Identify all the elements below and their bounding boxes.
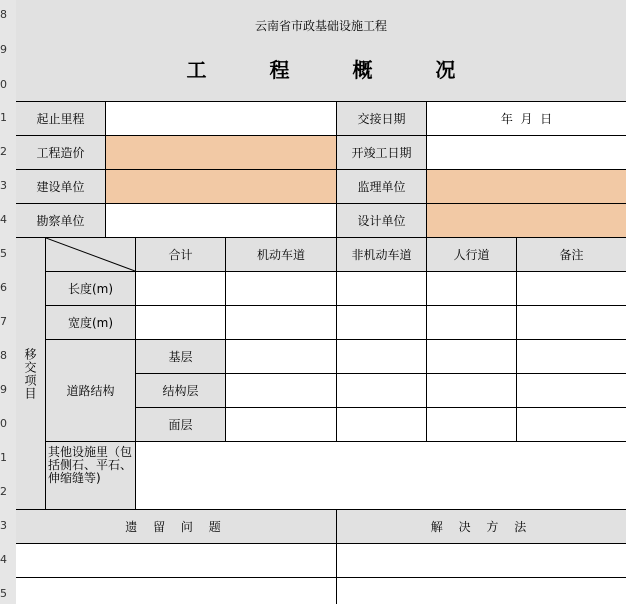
row-number[interactable]: 0: [0, 78, 7, 91]
structure-remarks-cell[interactable]: [517, 374, 626, 408]
row-number[interactable]: 4: [0, 213, 7, 226]
row-number[interactable]: 7: [0, 315, 7, 328]
remaining-issues-cell[interactable]: [16, 578, 337, 604]
solutions-cell[interactable]: [337, 544, 626, 578]
base-layer-label[interactable]: 基层: [136, 340, 226, 374]
width-remarks-cell[interactable]: [517, 306, 626, 340]
row-number[interactable]: 1: [0, 451, 7, 464]
base-nonmotor-cell[interactable]: [337, 340, 427, 374]
length-motor-cell[interactable]: [226, 272, 337, 306]
start-complete-date-value[interactable]: [427, 136, 626, 170]
row-number[interactable]: 0: [0, 417, 7, 430]
row-number[interactable]: 6: [0, 281, 7, 294]
col-header-remarks[interactable]: 备注: [517, 238, 626, 272]
length-sidewalk-cell[interactable]: [427, 272, 517, 306]
col-header-motor-lane[interactable]: 机动车道: [226, 238, 337, 272]
width-sidewalk-cell[interactable]: [427, 306, 517, 340]
length-nonmotor-cell[interactable]: [337, 272, 427, 306]
other-facilities-value[interactable]: [136, 442, 626, 510]
handover-items-label[interactable]: 移交项目: [16, 238, 46, 510]
structure-layer-label[interactable]: 结构层: [136, 374, 226, 408]
row-number[interactable]: 5: [0, 247, 7, 260]
supervision-unit-label[interactable]: 监理单位: [337, 170, 427, 204]
col-header-sidewalk[interactable]: 人行道: [427, 238, 517, 272]
structure-nonmotor-cell[interactable]: [337, 374, 427, 408]
row-number[interactable]: 9: [0, 43, 7, 56]
survey-unit-value[interactable]: [106, 204, 337, 238]
remaining-issues-cell[interactable]: [16, 544, 337, 578]
row-number[interactable]: 4: [0, 553, 7, 566]
base-motor-cell[interactable]: [226, 340, 337, 374]
structure-sidewalk-cell[interactable]: [427, 374, 517, 408]
width-nonmotor-cell[interactable]: [337, 306, 427, 340]
width-label[interactable]: 宽度(m): [46, 306, 136, 340]
construction-unit-value[interactable]: [106, 170, 337, 204]
start-end-mileage-label[interactable]: 起止里程: [16, 102, 106, 136]
design-unit-label[interactable]: 设计单位: [337, 204, 427, 238]
survey-unit-label[interactable]: 勘察单位: [16, 204, 106, 238]
supervision-unit-value[interactable]: [427, 170, 626, 204]
surface-layer-label[interactable]: 面层: [136, 408, 226, 442]
surface-nonmotor-cell[interactable]: [337, 408, 427, 442]
col-header-total[interactable]: 合计: [136, 238, 226, 272]
remaining-issues-header[interactable]: 遗 留 问 题: [16, 510, 337, 544]
handover-date-label[interactable]: 交接日期: [337, 102, 427, 136]
length-label[interactable]: 长度(m): [46, 272, 136, 306]
length-total-cell[interactable]: [136, 272, 226, 306]
design-unit-value[interactable]: [427, 204, 626, 238]
project-cost-label[interactable]: 工程造价: [16, 136, 106, 170]
construction-unit-label[interactable]: 建设单位: [16, 170, 106, 204]
length-remarks-cell[interactable]: [517, 272, 626, 306]
solutions-header[interactable]: 解 决 方 法: [337, 510, 626, 544]
row-number[interactable]: 8: [0, 349, 7, 362]
start-complete-date-label[interactable]: 开竣工日期: [337, 136, 427, 170]
structure-motor-cell[interactable]: [226, 374, 337, 408]
surface-motor-cell[interactable]: [226, 408, 337, 442]
form-title[interactable]: 工 程 概 况: [16, 36, 626, 102]
col-header-nonmotor-lane[interactable]: 非机动车道: [337, 238, 427, 272]
base-sidewalk-cell[interactable]: [427, 340, 517, 374]
start-end-mileage-value[interactable]: [106, 102, 337, 136]
width-motor-cell[interactable]: [226, 306, 337, 340]
row-number[interactable]: 1: [0, 111, 7, 124]
org-title[interactable]: 云南省市政基础设施工程: [16, 0, 626, 36]
row-number[interactable]: 3: [0, 519, 7, 532]
row-number[interactable]: 8: [0, 8, 7, 21]
row-number[interactable]: 2: [0, 145, 7, 158]
diagonal-header-cell[interactable]: [46, 238, 136, 272]
road-structure-label[interactable]: 道路结构: [46, 340, 136, 442]
diagonal-line: [46, 238, 136, 272]
width-total-cell[interactable]: [136, 306, 226, 340]
row-number[interactable]: 5: [0, 587, 7, 600]
row-number[interactable]: 9: [0, 383, 7, 396]
project-cost-value[interactable]: [106, 136, 337, 170]
other-facilities-label[interactable]: 其他设施里（包括侧石、平石、伸缩缝等): [46, 442, 136, 510]
surface-remarks-cell[interactable]: [517, 408, 626, 442]
base-remarks-cell[interactable]: [517, 340, 626, 374]
surface-sidewalk-cell[interactable]: [427, 408, 517, 442]
row-number[interactable]: 3: [0, 179, 7, 192]
solutions-cell[interactable]: [337, 578, 626, 604]
row-number[interactable]: 2: [0, 485, 7, 498]
handover-date-value[interactable]: 年 月 日: [427, 102, 626, 136]
